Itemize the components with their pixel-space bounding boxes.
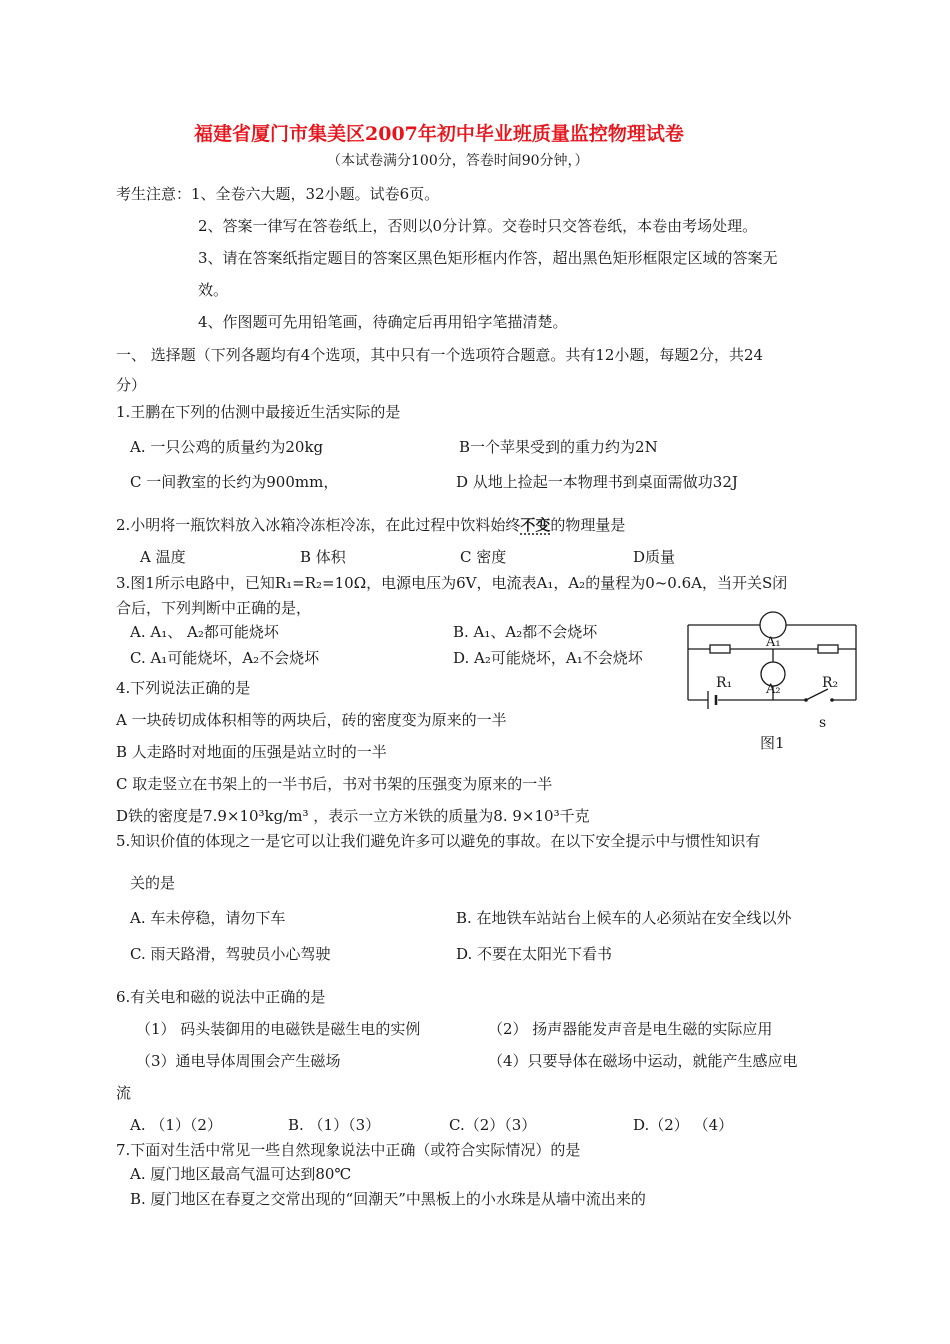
q4-option-b: B 人走路时对地面的压强是站立时的一半: [116, 743, 387, 761]
q6-statement-4-cont: 流: [116, 1084, 132, 1102]
q4-stem: 4.下列说法正确的是: [116, 679, 251, 697]
q4-option-a: A 一块砖切成体积相等的两块后，砖的密度变为原来的一半: [116, 711, 507, 729]
q2-option-c: C 密度: [460, 548, 507, 566]
section-heading-cont: 分）: [116, 376, 147, 394]
q6-option-b: B. （1）（3）: [288, 1116, 381, 1134]
q5-stem-cont: 关的是: [130, 874, 176, 892]
q7-option-b: B. 厦门地区在春夏之交常出现的“回潮天”中黑板上的小水珠是从墙中流出来的: [130, 1190, 646, 1208]
q5-option-a: A. 车未停稳，请勿下车: [130, 909, 286, 927]
circuit-diagram: [680, 605, 865, 780]
q3-option-c: C. A₁可能烧坏，A₂不会烧坏: [130, 649, 320, 667]
q6-statement-1: （1） 码头装御用的电磁铁是磁生电的实例: [136, 1020, 421, 1038]
notice-line-3: 3、请在答案纸指定题目的答案区黑色矩形框内作答，超出黑色矩形框限定区域的答案无: [198, 249, 778, 267]
q3-option-d: D. A₂可能烧坏，A₁不会烧坏: [453, 649, 643, 667]
q5-option-c: C. 雨天路滑，驾驶员小心驾驶: [130, 945, 331, 963]
q6-statement-4: （4）只要导体在磁场中运动，就能产生感应电: [488, 1052, 798, 1070]
figure-caption: 图1: [760, 734, 785, 752]
q3-option-b: B. A₁、A₂都不会烧坏: [453, 623, 598, 641]
notice-line-4: 效。: [198, 281, 229, 299]
q5-stem: 5.知识价值的体现之一是它可以让我们避免许多可以避免的事故。在以下安全提示中与惯性知识有: [116, 832, 761, 850]
notice-line-2: 2、答案一律写在答卷纸上，否则以0分计算。交卷时只交答卷纸，本卷由考场处理。: [198, 217, 758, 235]
q4-option-c: C 取走竖立在书架上的一半书后，书对书架的压强变为原来的一半: [116, 775, 553, 793]
page-title: 福建省厦门市集美区2007年初中毕业班质量监控物理试卷: [194, 123, 684, 145]
q1-option-d: D 从地上捡起一本物理书到桌面需做功32J: [456, 473, 738, 491]
label-a2: A₂: [766, 682, 781, 697]
q6-stem: 6.有关电和磁的说法中正确的是: [116, 988, 326, 1006]
q7-option-a: A. 厦门地区最高气温可达到80℃: [130, 1165, 352, 1183]
q7-stem: 7.下面对生活中常见一些自然现象说法中正确（或符合实际情况）的是: [116, 1141, 581, 1159]
q2-option-b: B 体积: [300, 548, 346, 566]
notice-line-1: 考生注意：1、全卷六大题，32小题。试卷6页。: [116, 185, 440, 203]
q6-option-d: D.（2） （4）: [633, 1116, 734, 1134]
page-subtitle: （本试卷满分100分，答卷时间90分钟，）: [327, 153, 589, 169]
label-s: s: [819, 715, 827, 731]
q1-option-a: A. 一只公鸡的质量约为20kg: [130, 438, 324, 456]
q5-option-d: D. 不要在太阳光下看书: [456, 945, 613, 963]
q2-option-d: D质量: [633, 548, 676, 566]
q3-stem: 3.图1所示电路中，已知R₁=R₂=10Ω，电源电压为6V，电流表A₁，A₂的量程为0~0.6A，当开关S闭: [116, 574, 788, 592]
q6-statement-2: （2） 扬声器能发声音是电生磁的实际应用: [488, 1020, 773, 1038]
q4-option-d: D铁的密度是7.9×10³kg/m³ ，表示一立方米铁的质量为8. 9×10³千克: [116, 807, 590, 825]
label-r2: R₂: [822, 675, 839, 691]
q1-option-b: B一个苹果受到的重力约为2N: [459, 438, 658, 456]
q6-statement-3: （3）通电导体周围会产生磁场: [136, 1052, 341, 1070]
q6-option-a: A. （1）（2）: [130, 1116, 222, 1134]
q2-stem: [116, 515, 625, 535]
label-r1: R₁: [716, 675, 733, 691]
q2-stem-part-2: 的物理量是: [550, 516, 626, 534]
q3-option-a: A. A₁、 A₂都可能烧坏: [130, 623, 279, 641]
battery-icon: [708, 691, 716, 709]
q1-option-c: C 一间教室的长约为900mm，: [130, 473, 339, 491]
resistor-r1-icon: [710, 645, 730, 653]
q2-stem-part-1: 2.小明将一瓶饮料放入冰箱冷冻柜冷冻，在此过程中饮料始终: [116, 516, 521, 534]
notice-line-5: 4、作图题可先用铅笔画，待确定后再用铅字笔描清楚。: [198, 313, 568, 331]
q2-option-a: A 温度: [140, 548, 186, 566]
q2-stem-emphasis: 不变: [520, 516, 551, 534]
section-heading: 一、 选择题（下列各题均有4个选项，其中只有一个选项符合题意。共有12小题，每题2分，共24: [116, 346, 764, 364]
q3-stem-cont: 合后，下列判断中正确的是，: [116, 599, 312, 617]
q5-option-b: B. 在地铁车站站台上候车的人必须站在安全线以外: [456, 909, 792, 927]
q1-stem: 1.王鹏在下列的估测中最接近生活实际的是: [116, 403, 401, 421]
q6-option-c: C.（2）（3）: [449, 1116, 537, 1134]
resistor-r2-icon: [818, 645, 838, 653]
label-a1: A₁: [766, 635, 781, 650]
